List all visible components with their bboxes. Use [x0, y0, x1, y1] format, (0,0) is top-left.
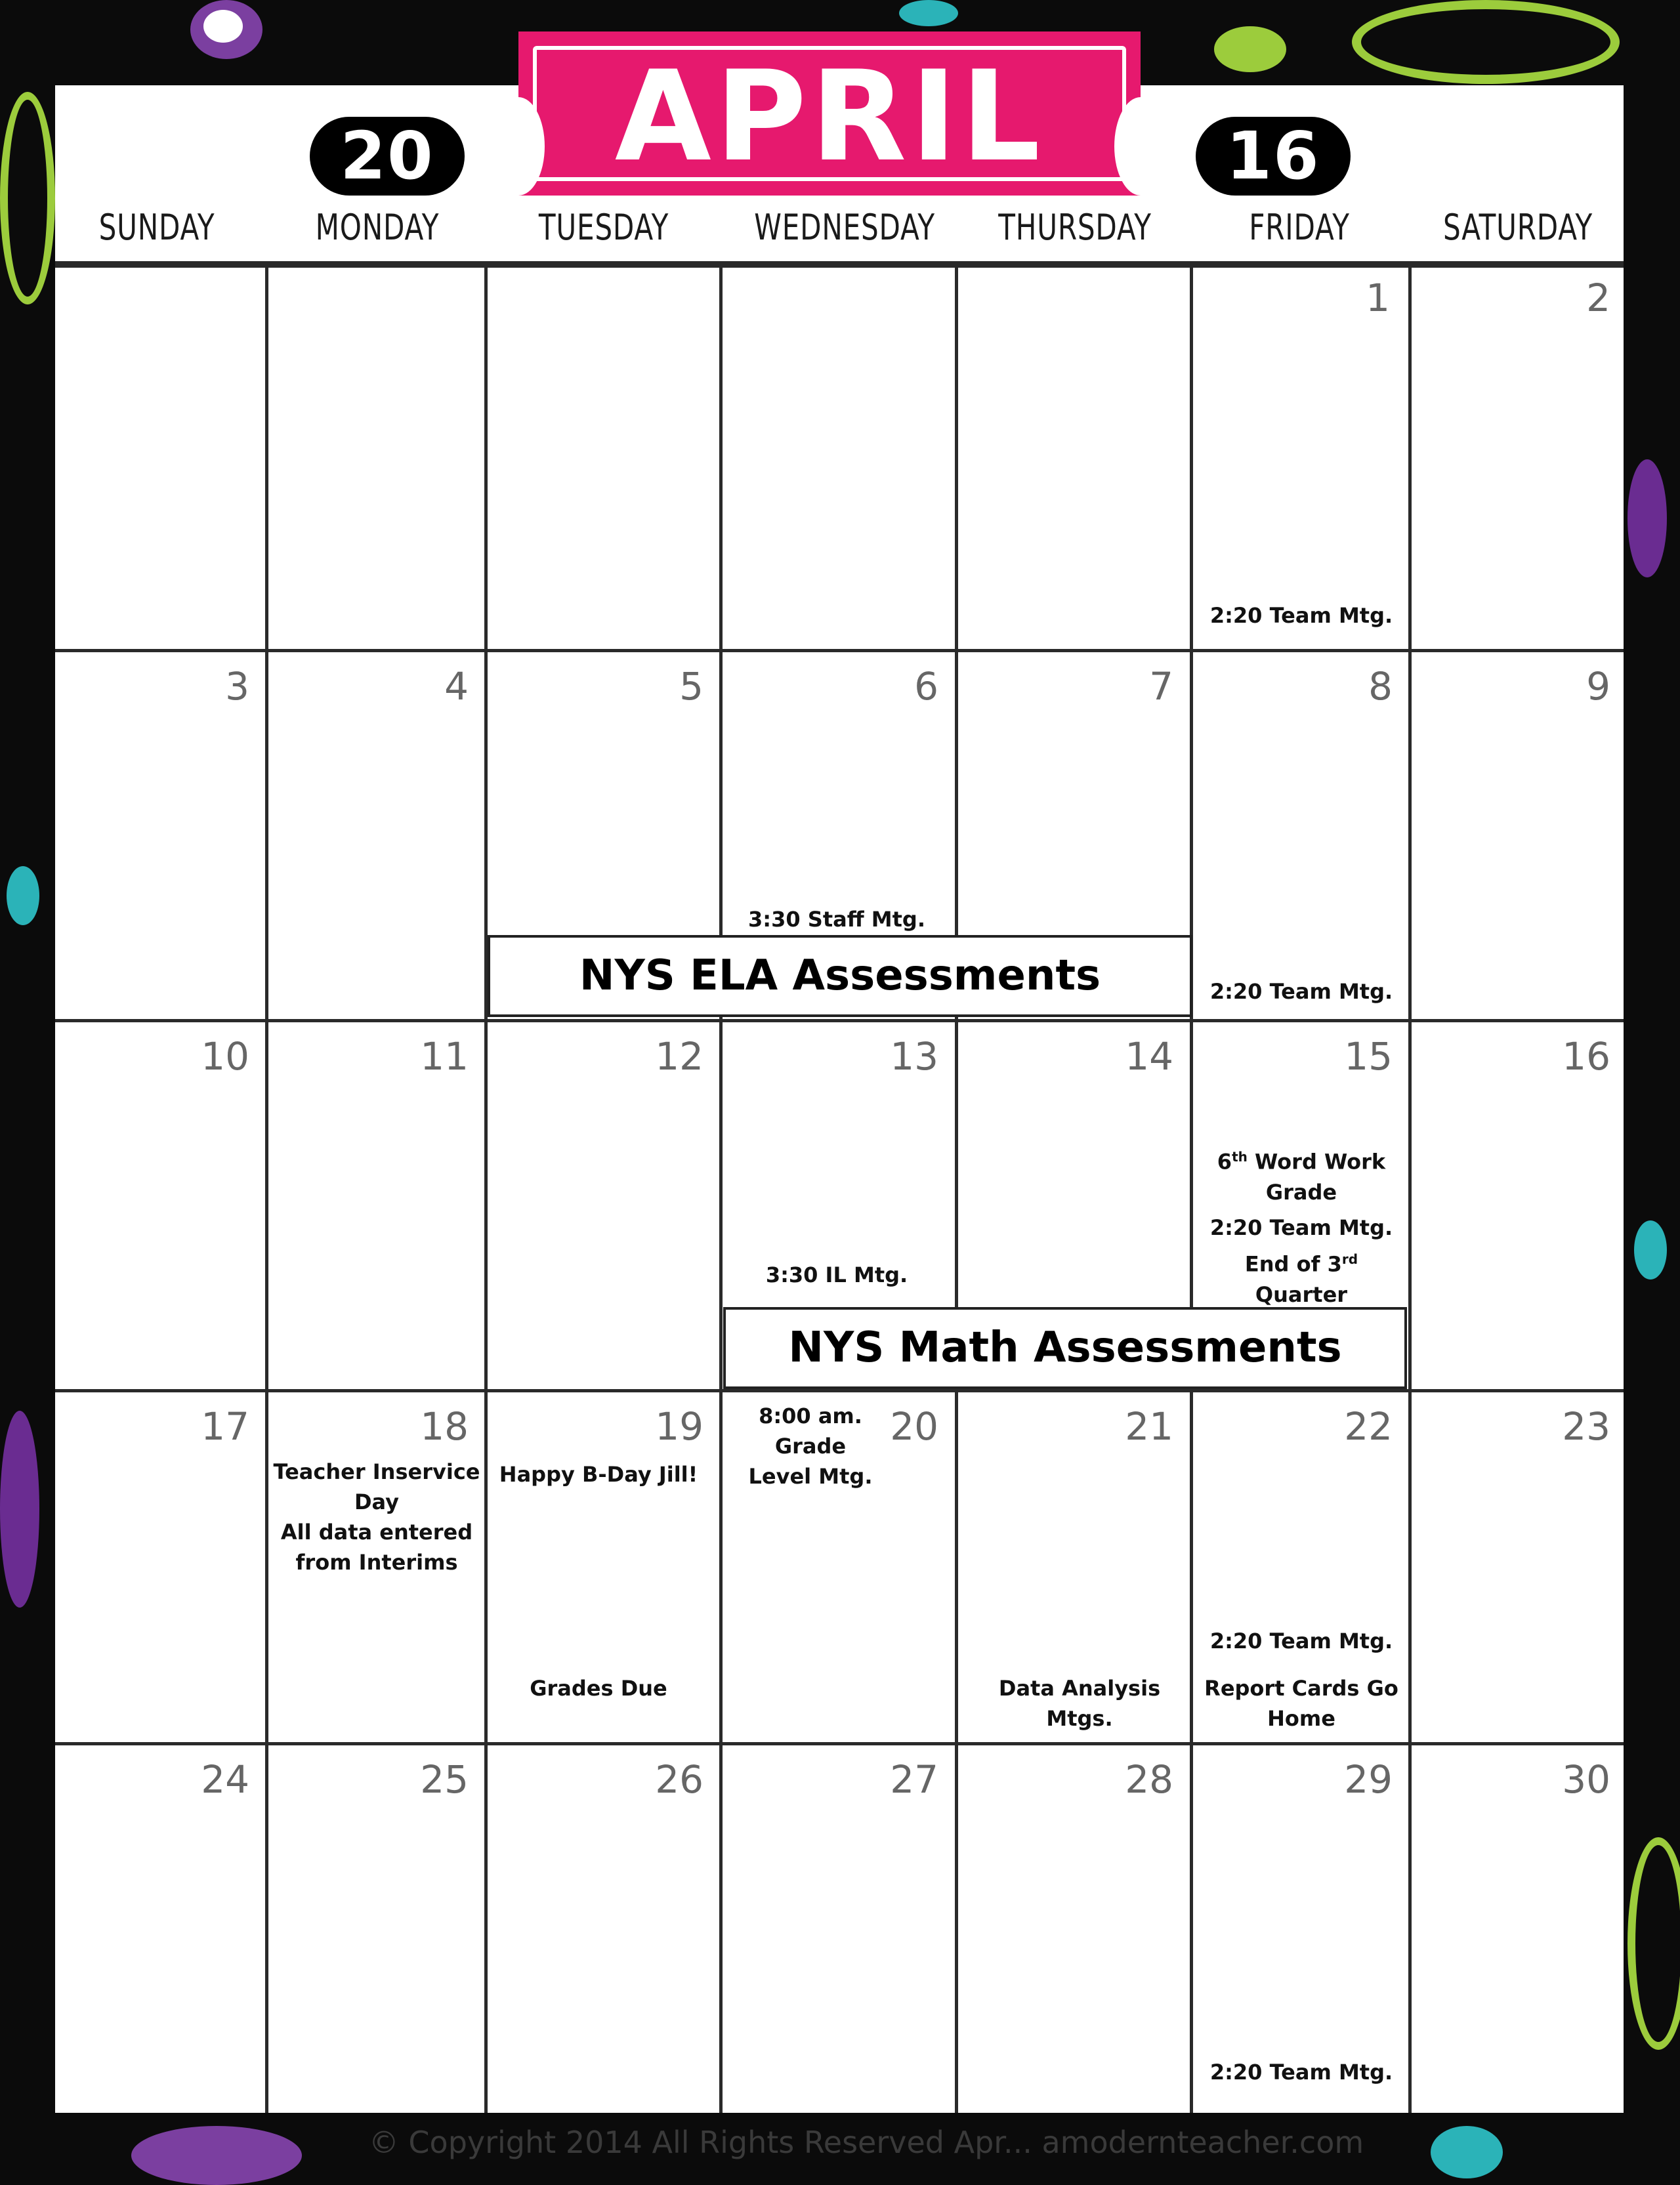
day-number: 23 [1562, 1404, 1610, 1449]
day-number: 27 [890, 1757, 938, 1802]
day-number: 6 [914, 664, 938, 709]
event-apr20-grade-level-meeting [722, 1401, 899, 1491]
day-number: 15 [1344, 1034, 1393, 1079]
day-number: 17 [201, 1404, 249, 1449]
event-apr21-data-analysis [958, 1673, 1201, 1734]
day-number: 3 [225, 664, 249, 709]
event-apr20-line1: 8:00 am. Grade [759, 1404, 862, 1459]
month-banner [518, 31, 1141, 196]
year-left-badge: 20 [310, 117, 465, 196]
day-number: 20 [890, 1404, 938, 1449]
event-apr15-quarter: Quarter [1255, 1281, 1348, 1307]
event-apr20-line2: Level Mtg. [748, 1464, 873, 1489]
event-apr15-end-sup: rd [1341, 1251, 1358, 1267]
event-apr18-line3: All data entered [280, 1520, 473, 1545]
event-apr1-team-meeting: 2:20 Team Mtg. [1209, 603, 1393, 628]
event-apr18-line4: from Interims [295, 1550, 458, 1575]
day-number: 4 [444, 664, 469, 709]
weekday-saturday: SATURDAY [1442, 207, 1593, 248]
day-number: 14 [1125, 1034, 1173, 1079]
copyright-footer: © Copyright 2014 All Rights Reserved Apr... amodernteacher.com [368, 2125, 1364, 2160]
day-number: 25 [420, 1757, 469, 1802]
day-number: 8 [1368, 664, 1393, 709]
day-number: 5 [679, 664, 704, 709]
day-number: 7 [1149, 664, 1173, 709]
calendar-page [55, 85, 1624, 2113]
day-number: 10 [201, 1034, 249, 1079]
event-apr18-inservice [268, 1457, 486, 1577]
day-number: 28 [1125, 1757, 1173, 1802]
event-apr6-staff-meeting: 3:30 Staff Mtg. [748, 907, 925, 932]
day-number: 11 [420, 1034, 469, 1079]
event-apr15-grade: Grade [1265, 1179, 1337, 1205]
day-number: 12 [655, 1034, 704, 1079]
day-number: 22 [1344, 1404, 1393, 1449]
day-number: 13 [890, 1034, 938, 1079]
event-apr19-birthday: Happy B-Day Jill! [499, 1462, 698, 1487]
event-apr15-end-quarter [1193, 1244, 1410, 1310]
math-assessments-banner: NYS Math Assessments [723, 1307, 1407, 1389]
weekday-thursday: THURSDAY [998, 207, 1152, 248]
day-number: 19 [655, 1404, 704, 1449]
event-apr22-line1: Report Cards Go [1204, 1676, 1398, 1701]
event-apr15-word-work [1193, 1142, 1410, 1207]
day-number: 21 [1125, 1404, 1173, 1449]
weekday-tuesday: TUESDAY [538, 207, 669, 248]
day-number: 30 [1562, 1757, 1610, 1802]
ela-assessments-banner: NYS ELA Assessments [488, 935, 1192, 1017]
weekday-friday: FRIDAY [1249, 207, 1350, 248]
event-apr15-end-label: End of 3 [1244, 1251, 1342, 1277]
event-apr15-team-meeting: 2:20 Team Mtg. [1209, 1215, 1393, 1240]
day-number: 9 [1586, 664, 1610, 709]
event-apr21-line2: Mtgs. [1046, 1706, 1113, 1731]
day-number: 18 [420, 1404, 469, 1449]
event-apr13-il-meeting: 3:30 IL Mtg. [765, 1262, 908, 1287]
day-number: 24 [201, 1757, 249, 1802]
event-apr15-word-sup: th [1232, 1149, 1248, 1165]
day-number: 29 [1344, 1757, 1393, 1802]
day-number: 16 [1562, 1034, 1610, 1079]
event-apr21-line1: Data Analysis [998, 1676, 1161, 1701]
event-apr22-line2: Home [1267, 1706, 1335, 1731]
weekday-wednesday: WEDNESDAY [754, 207, 935, 248]
day-number: 26 [655, 1757, 704, 1802]
weekday-monday: MONDAY [315, 207, 440, 248]
day-number: 2 [1586, 276, 1610, 320]
event-apr18-line2: Day [354, 1489, 400, 1514]
event-apr19-grades-due: Grades Due [530, 1676, 667, 1701]
event-apr15-word-num: 6 [1217, 1149, 1232, 1175]
event-apr22-report-cards [1193, 1673, 1410, 1734]
event-apr29-team-meeting: 2:20 Team Mtg. [1209, 2060, 1393, 2085]
event-apr15-word-label: Word Work [1247, 1149, 1386, 1175]
weekday-sunday: SUNDAY [98, 207, 215, 248]
event-apr18-line1: Teacher Inservice [273, 1459, 480, 1484]
event-apr8-team-meeting: 2:20 Team Mtg. [1209, 979, 1393, 1004]
event-apr22-team-meeting: 2:20 Team Mtg. [1209, 1629, 1393, 1654]
day-number: 1 [1366, 276, 1390, 320]
year-right-badge: 16 [1196, 117, 1351, 196]
month-title: APRIL [614, 44, 1045, 189]
